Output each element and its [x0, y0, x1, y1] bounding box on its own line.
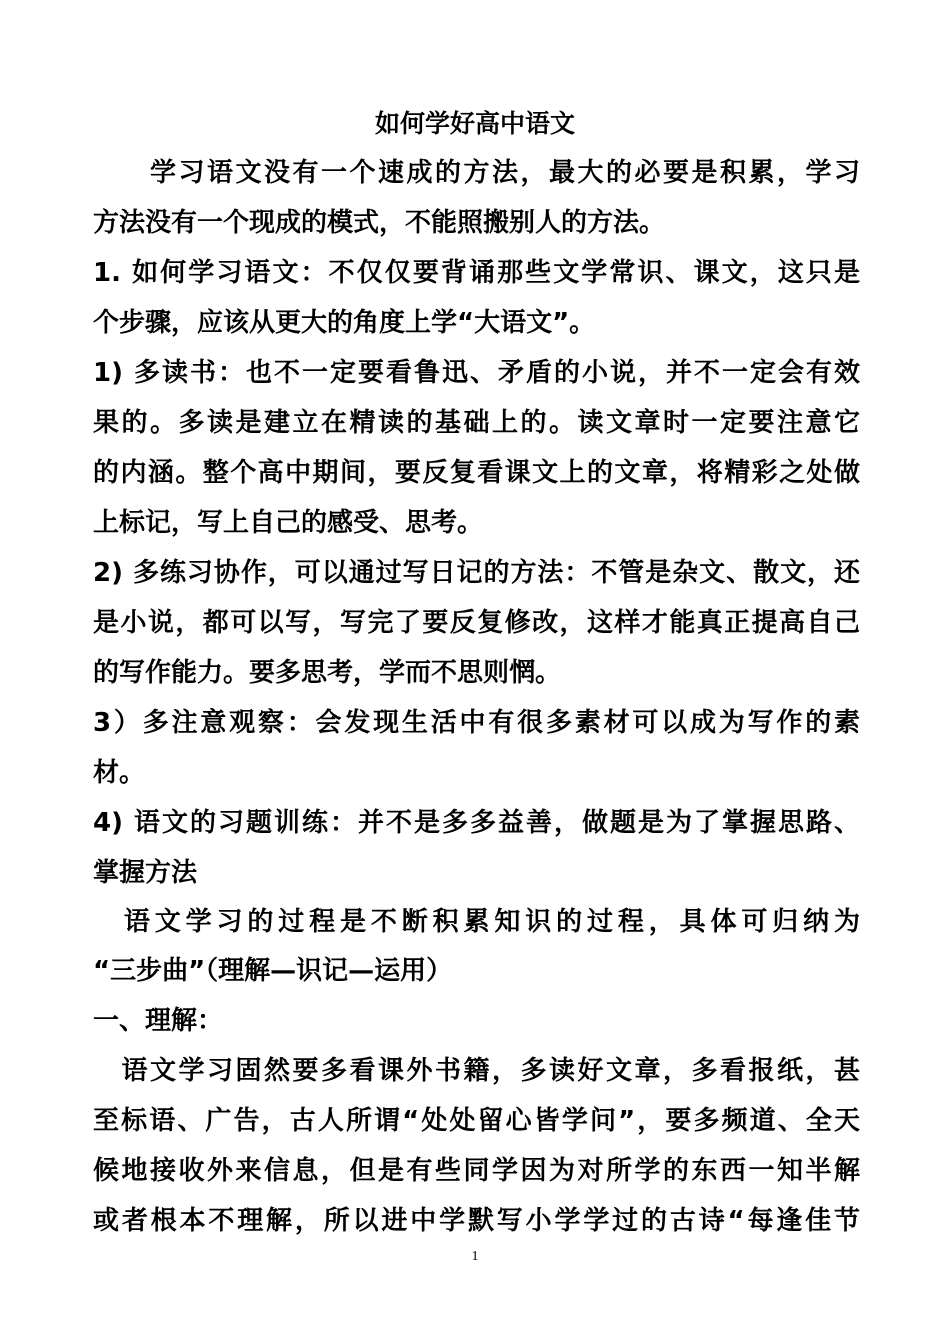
paragraph-line: 个步骤，应该从更大的角度上学“大语文”。 [93, 308, 596, 338]
paragraph-line: 方法没有一个现成的模式，不能照搬别人的方法。 [93, 208, 666, 238]
paragraph-line: “三步曲”（理解—识记—运用） [93, 956, 453, 986]
paragraph-line: 果的。多读是建立在精读的基础上的。读文章时一定要注意它 [93, 408, 860, 438]
section-heading: 一、理解： [93, 1006, 224, 1036]
paragraph-line: 4) 语文的习题训练：并不是多多益善，做题是为了掌握思路、 [93, 808, 860, 838]
paragraph-line: 3）多注意观察：会发现生活中有很多素材可以成为写作的素 [93, 708, 860, 738]
paragraph-line: 1. 如何学习语文：不仅仅要背诵那些文学常识、课文，这只是 [93, 258, 860, 288]
paragraph-line: 掌握方法 [93, 858, 198, 888]
paragraph-line: 学习语文没有一个速成的方法，最大的必要是积累，学习 [93, 158, 860, 188]
paragraph-line: 或者根本不理解，所以进中学默写小学学过的古诗“每逢佳节 [93, 1206, 860, 1236]
paragraph-line: 语文学习的过程是不断积累知识的过程，具体可归纳为 [93, 907, 860, 937]
paragraph-line: 是小说，都可以写，写完了要反复修改，这样才能真正提高自己 [93, 608, 860, 638]
paragraph-line: 语文学习固然要多看课外书籍，多读好文章，多看报纸，甚 [93, 1056, 860, 1086]
paragraph-line: 材。 [93, 758, 146, 788]
paragraph-line: 候地接收外来信息，但是有些同学因为对所学的东西一知半解 [93, 1156, 860, 1186]
paragraph-line: 的内涵。整个高中期间，要反复看课文上的文章，将精彩之处做 [93, 458, 860, 488]
paragraph-line: 至标语、广告，古人所谓“处处留心皆学问”，要多频道、全天 [93, 1106, 860, 1136]
paragraph-line: 1) 多读书：也不一定要看鲁迅、矛盾的小说，并不一定会有效 [93, 358, 860, 388]
paragraph-line: 上标记，写上自己的感受、思考。 [93, 508, 484, 538]
paragraph-line: 2) 多练习协作，可以通过写日记的方法：不管是杂文、散文，还 [93, 558, 860, 588]
paragraph-line: 的写作能力。要多思考，学而不思则惘。 [93, 658, 562, 688]
page-number: 1 [471, 1249, 479, 1264]
document-title: 如何学好高中语文 [374, 109, 575, 138]
